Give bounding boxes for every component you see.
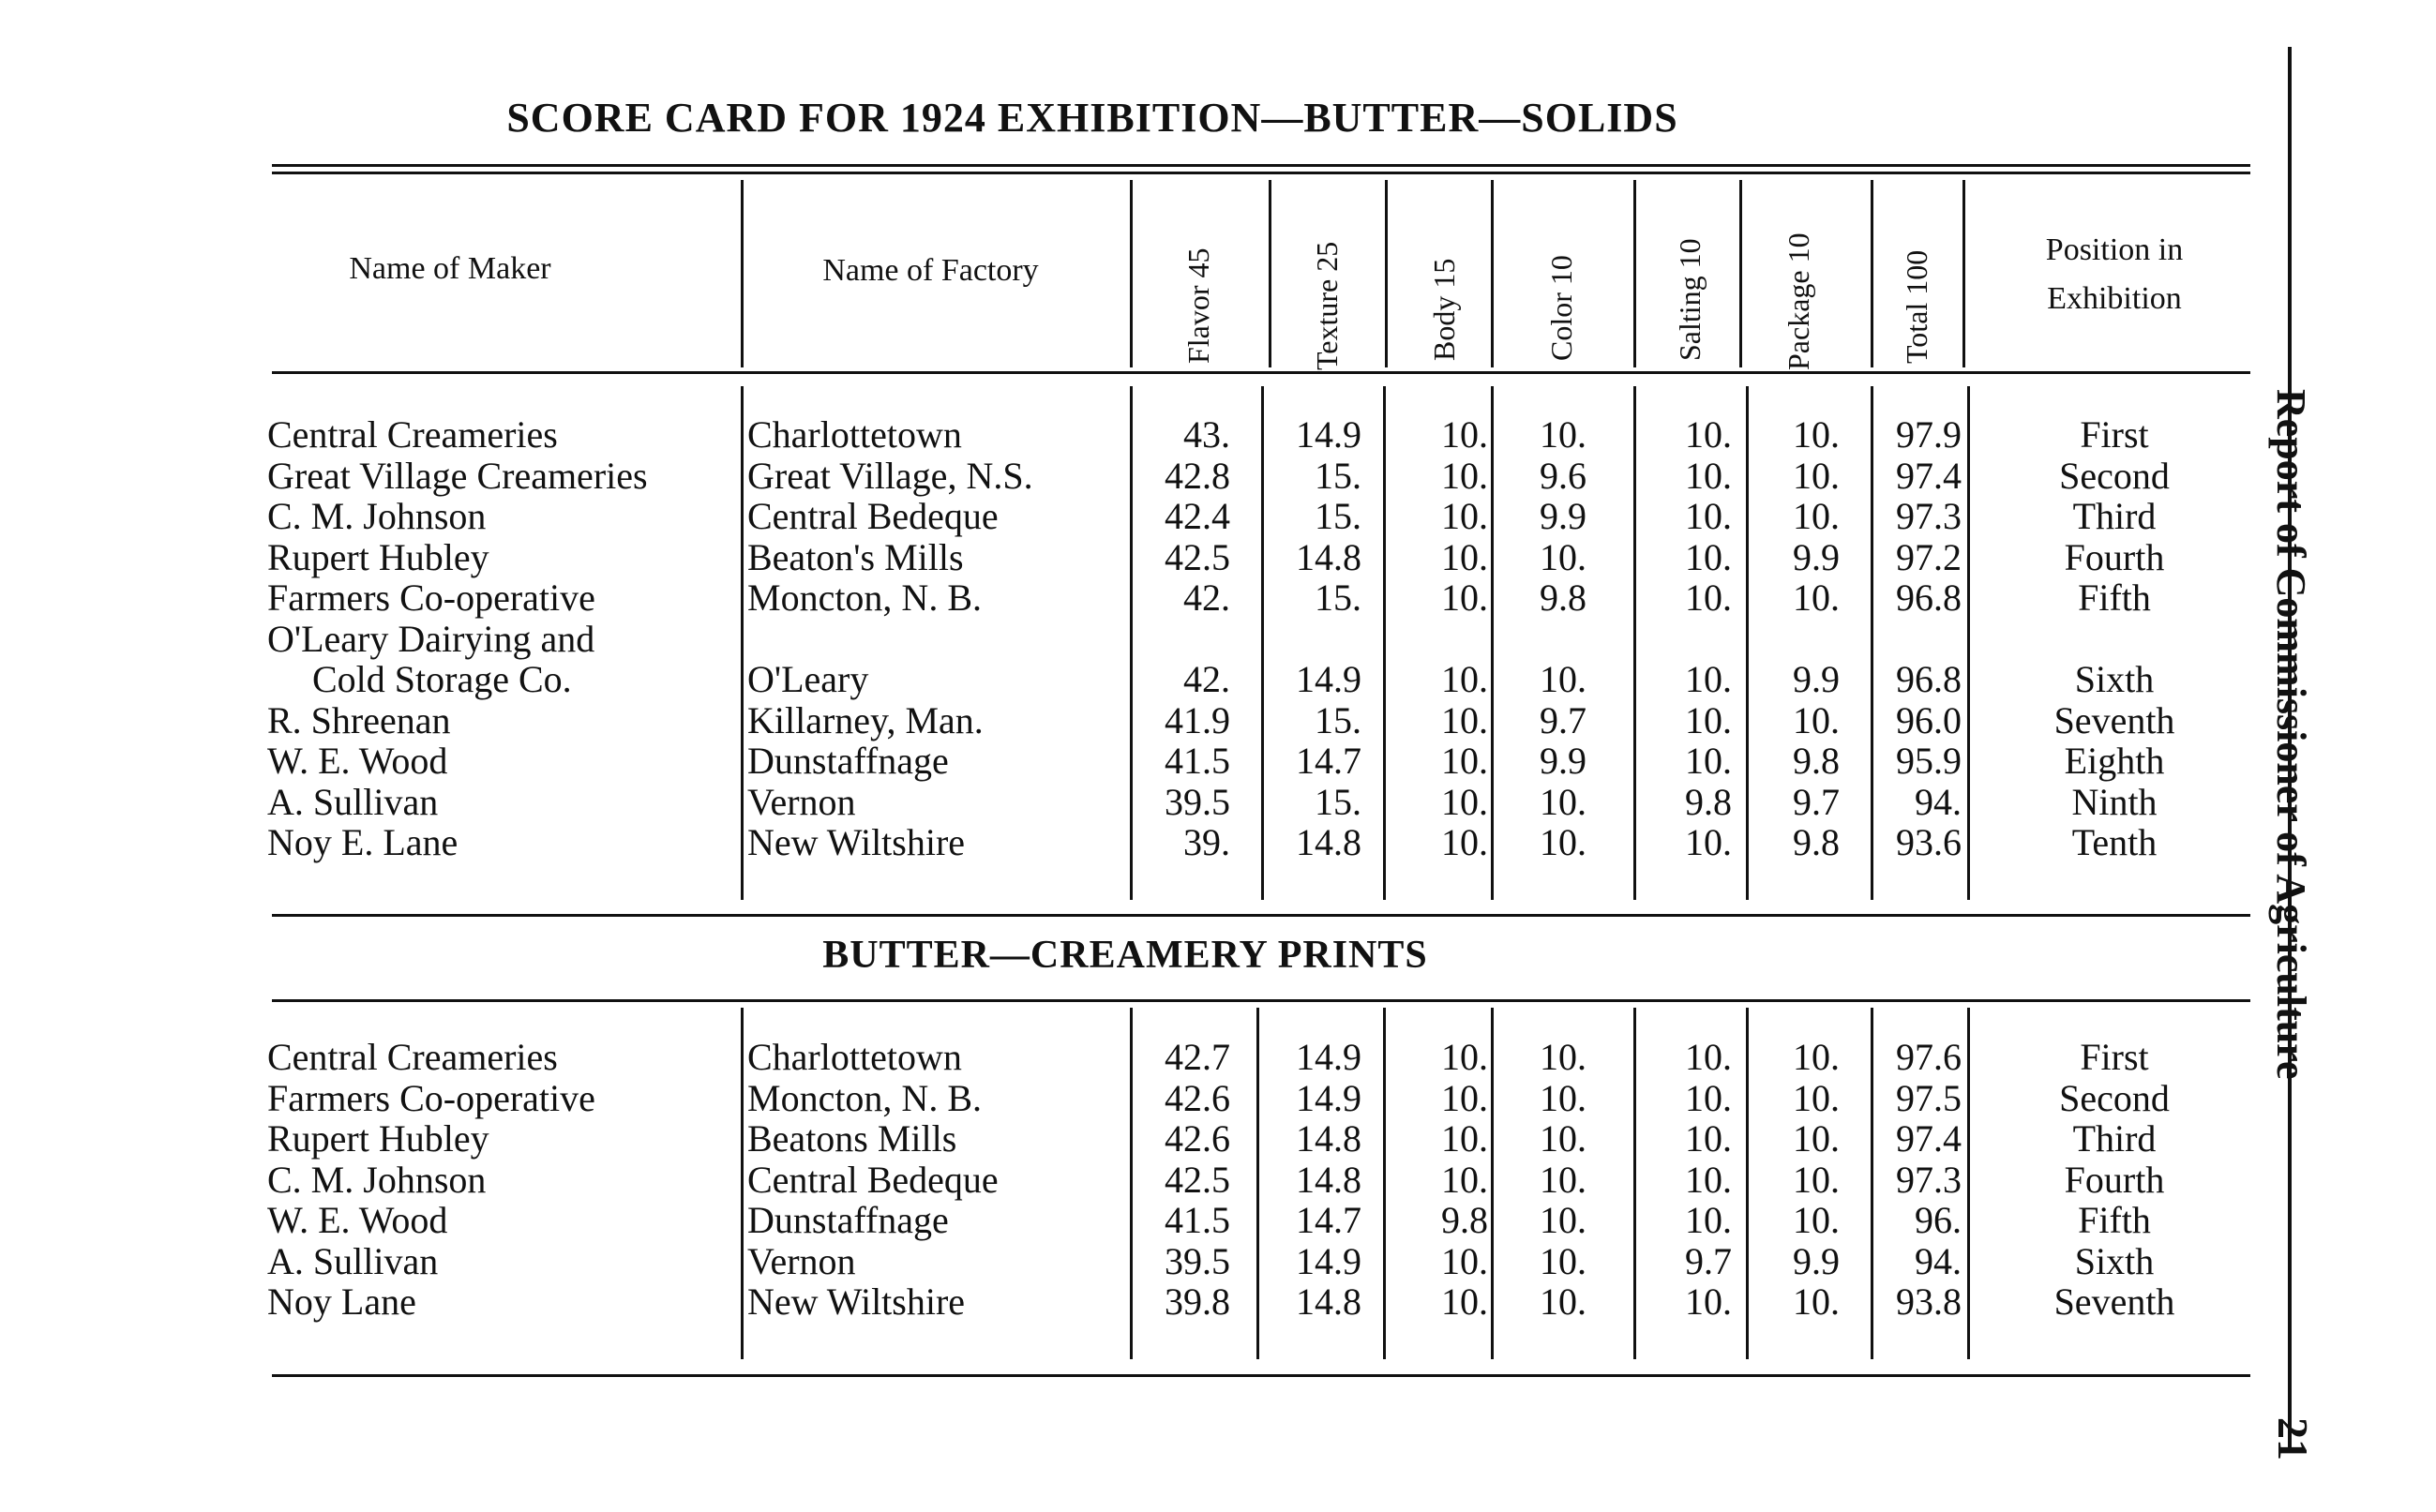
total-cell: 94. — [1915, 781, 1962, 823]
color-cell: 9.9 — [1540, 741, 1586, 782]
total-cell: 97.3 — [1896, 496, 1962, 537]
salting-cell: 10. — [1685, 1281, 1732, 1323]
flavor-cell: 39.8 — [1165, 1281, 1230, 1323]
header-top-rule-2 — [272, 172, 2250, 174]
total-cell: 96.0 — [1896, 699, 1962, 741]
factory-cell: Moncton, N. B. — [747, 577, 982, 619]
body-cell: 10. — [1441, 659, 1488, 700]
table-row — [0, 1160, 2436, 1201]
texture-cell: 14.9 — [1296, 1037, 1361, 1078]
flavor-cell: 41.9 — [1165, 699, 1230, 741]
table-row — [0, 741, 2436, 782]
package-cell: 10. — [1793, 699, 1840, 741]
package-cell: 10. — [1793, 1159, 1840, 1201]
factory-cell: Central Bedeque — [747, 496, 999, 537]
texture-cell: 14.8 — [1296, 1159, 1361, 1201]
section-divider-rule — [272, 914, 2250, 917]
maker-cell: O'Leary Dairying and — [267, 618, 595, 660]
factory-cell: Beatons Mills — [747, 1118, 957, 1160]
body-cell: 10. — [1441, 1159, 1488, 1201]
position-cell: Seventh — [2053, 1281, 2175, 1323]
salting-cell: 9.8 — [1685, 781, 1732, 823]
running-head: Report of Commissioner of Agriculture — [2268, 389, 2314, 1080]
header-flavor: Flavor 45 — [1181, 247, 1215, 364]
header-salting: Salting 10 — [1673, 238, 1707, 361]
texture-cell: 14.7 — [1296, 741, 1361, 782]
texture-cell: 15. — [1315, 781, 1361, 823]
maker-cell: Rupert Hubley — [267, 1118, 489, 1160]
factory-cell: O'Leary — [747, 659, 869, 700]
package-cell: 10. — [1793, 1037, 1840, 1078]
package-cell: 10. — [1793, 455, 1840, 497]
color-cell: 10. — [1540, 414, 1586, 456]
color-cell: 10. — [1540, 1077, 1586, 1119]
flavor-cell: 42.5 — [1165, 536, 1230, 578]
total-cell: 97.5 — [1896, 1077, 1962, 1119]
position-cell: Second — [2059, 455, 2170, 497]
header-divider — [1739, 180, 1742, 367]
header-bottom-rule — [272, 371, 2250, 374]
salting-cell: 10. — [1685, 414, 1732, 456]
package-cell: 9.7 — [1793, 781, 1840, 823]
position-cell: First — [2080, 414, 2149, 456]
position-cell: Second — [2059, 1077, 2170, 1119]
flavor-cell: 42.6 — [1165, 1118, 1230, 1160]
texture-cell: 15. — [1315, 699, 1361, 741]
header-divider — [1962, 180, 1965, 367]
table-row — [0, 782, 2436, 823]
texture-cell: 14.9 — [1296, 1077, 1361, 1119]
maker-cell: Farmers Co-operative — [267, 577, 595, 619]
total-cell: 96. — [1915, 1200, 1962, 1241]
position-cell: Fifth — [2078, 1200, 2151, 1241]
position-cell: Third — [2072, 1118, 2157, 1160]
header-divider — [741, 180, 744, 367]
salting-cell: 10. — [1685, 577, 1732, 619]
position-cell: Eighth — [2064, 741, 2165, 782]
maker-cell: Farmers Co-operative — [267, 1077, 595, 1119]
salting-cell: 10. — [1685, 536, 1732, 578]
total-cell: 97.4 — [1896, 455, 1962, 497]
salting-cell: 10. — [1685, 496, 1732, 537]
table-row — [0, 822, 2436, 863]
texture-cell: 14.7 — [1296, 1200, 1361, 1241]
flavor-cell: 39. — [1183, 822, 1230, 863]
position-cell: Ninth — [2071, 781, 2158, 823]
body-cell: 10. — [1441, 414, 1488, 456]
maker-cell: Rupert Hubley — [267, 536, 489, 578]
total-cell: 97.4 — [1896, 1118, 1962, 1160]
maker-cell: W. E. Wood — [267, 1200, 448, 1241]
package-cell: 10. — [1793, 496, 1840, 537]
texture-cell: 14.8 — [1296, 1281, 1361, 1323]
position-cell: Seventh — [2053, 699, 2175, 741]
package-cell: 10. — [1793, 1077, 1840, 1119]
color-cell: 10. — [1540, 1200, 1586, 1241]
table-row — [0, 1078, 2436, 1119]
header-maker: Name of Maker — [349, 251, 551, 286]
body-cell: 10. — [1441, 1077, 1488, 1119]
flavor-cell: 41.5 — [1165, 1200, 1230, 1241]
body-cell: 10. — [1441, 1281, 1488, 1323]
factory-cell: Vernon — [747, 1240, 856, 1282]
color-cell: 10. — [1540, 1281, 1586, 1323]
maker-cell: A. Sullivan — [267, 1240, 439, 1282]
header-position-line2: Exhibition — [2047, 281, 2182, 316]
salting-cell: 10. — [1685, 1037, 1732, 1078]
table-row — [0, 414, 2436, 456]
total-cell: 97.3 — [1896, 1159, 1962, 1201]
table-row — [0, 619, 2436, 660]
flavor-cell: 42.6 — [1165, 1077, 1230, 1119]
table-row — [0, 456, 2436, 497]
salting-cell: 10. — [1685, 822, 1732, 863]
table-row — [0, 1118, 2436, 1160]
flavor-cell: 39.5 — [1165, 781, 1230, 823]
factory-cell: New Wiltshire — [747, 1281, 966, 1323]
texture-cell: 14.9 — [1296, 1240, 1361, 1282]
package-cell: 9.8 — [1793, 822, 1840, 863]
texture-cell: 14.9 — [1296, 414, 1361, 456]
maker-cell: W. E. Wood — [267, 741, 448, 782]
table-row — [0, 1281, 2436, 1323]
color-cell: 10. — [1540, 1118, 1586, 1160]
total-cell: 97.9 — [1896, 414, 1962, 456]
factory-cell: Vernon — [747, 781, 856, 823]
page-title: SCORE CARD FOR 1924 EXHIBITION—BUTTER—SOLIDS — [506, 95, 1678, 141]
color-cell: 10. — [1540, 536, 1586, 578]
body-cell: 10. — [1441, 455, 1488, 497]
package-cell: 9.9 — [1793, 1240, 1840, 1282]
color-cell: 9.9 — [1540, 496, 1586, 537]
package-cell: 10. — [1793, 577, 1840, 619]
total-cell: 97.6 — [1896, 1037, 1962, 1078]
flavor-cell: 41.5 — [1165, 741, 1230, 782]
position-cell: Fourth — [2064, 536, 2165, 578]
flavor-cell: 42.4 — [1165, 496, 1230, 537]
maker-cell: C. M. Johnson — [267, 496, 487, 537]
header-position-line1: Position in — [2045, 232, 2184, 267]
factory-cell: Dunstaffnage — [747, 741, 949, 782]
flavor-cell: 42.5 — [1165, 1159, 1230, 1201]
color-cell: 10. — [1540, 659, 1586, 700]
table-row — [0, 577, 2436, 619]
factory-cell: Beaton's Mills — [747, 536, 964, 578]
factory-cell: New Wiltshire — [747, 822, 966, 863]
total-cell: 95.9 — [1896, 741, 1962, 782]
color-cell: 10. — [1540, 822, 1586, 863]
position-cell: Sixth — [2074, 1240, 2155, 1282]
texture-cell: 15. — [1315, 496, 1361, 537]
header-body: Body 15 — [1427, 258, 1461, 361]
salting-cell: 10. — [1685, 455, 1732, 497]
header-color: Color 10 — [1544, 255, 1578, 361]
maker-cell: Noy Lane — [267, 1281, 416, 1323]
package-cell: 9.9 — [1793, 536, 1840, 578]
package-cell: 9.8 — [1793, 741, 1840, 782]
package-cell: 10. — [1793, 1118, 1840, 1160]
flavor-cell: 39.5 — [1165, 1240, 1230, 1282]
maker-cell: Noy E. Lane — [267, 822, 459, 863]
salting-cell: 10. — [1685, 1159, 1732, 1201]
table-row — [0, 1241, 2436, 1282]
total-cell: 93.6 — [1896, 822, 1962, 863]
package-cell: 10. — [1793, 414, 1840, 456]
total-cell: 96.8 — [1896, 577, 1962, 619]
color-cell: 10. — [1540, 781, 1586, 823]
flavor-cell: 42.7 — [1165, 1037, 1230, 1078]
package-cell: 9.9 — [1793, 659, 1840, 700]
header-texture: Texture 25 — [1310, 241, 1344, 370]
maker-cell: Central Creameries — [267, 1037, 558, 1078]
section-title-prints: BUTTER—CREAMERY PRINTS — [822, 934, 1428, 977]
total-cell: 97.2 — [1896, 536, 1962, 578]
body-cell: 10. — [1441, 741, 1488, 782]
factory-cell: Central Bedeque — [747, 1159, 999, 1201]
table-row — [0, 659, 2436, 700]
position-cell: Tenth — [2071, 822, 2158, 863]
maker-cell: C. M. Johnson — [267, 1159, 487, 1201]
total-cell: 96.8 — [1896, 659, 1962, 700]
maker-cell: A. Sullivan — [267, 781, 439, 823]
table-row — [0, 700, 2436, 741]
table-row — [0, 537, 2436, 578]
body-cell: 10. — [1441, 496, 1488, 537]
header-divider — [1491, 180, 1494, 367]
header-package: Package 10 — [1782, 232, 1815, 370]
texture-cell: 14.8 — [1296, 1118, 1361, 1160]
texture-cell: 15. — [1315, 577, 1361, 619]
color-cell: 9.7 — [1540, 699, 1586, 741]
table-row — [0, 1200, 2436, 1241]
header-factory: Name of Factory — [822, 253, 1039, 288]
header-divider — [1269, 180, 1271, 367]
factory-cell: Killarney, Man. — [747, 699, 984, 741]
factory-cell: Charlottetown — [747, 414, 962, 456]
salting-cell: 10. — [1685, 741, 1732, 782]
body-cell: 10. — [1441, 699, 1488, 741]
total-cell: 93.8 — [1896, 1281, 1962, 1323]
position-cell: Third — [2072, 496, 2157, 537]
color-cell: 10. — [1540, 1240, 1586, 1282]
factory-cell: Great Village, N.S. — [747, 455, 1033, 497]
color-cell: 9.8 — [1540, 577, 1586, 619]
flavor-cell: 42. — [1183, 659, 1230, 700]
body-cell: 10. — [1441, 1240, 1488, 1282]
salting-cell: 9.7 — [1685, 1240, 1732, 1282]
factory-cell: Moncton, N. B. — [747, 1077, 982, 1119]
salting-cell: 10. — [1685, 1077, 1732, 1119]
maker-cell: Great Village Creameries — [267, 455, 648, 497]
color-cell: 10. — [1540, 1037, 1586, 1078]
salting-cell: 10. — [1685, 1200, 1732, 1241]
flavor-cell: 42. — [1183, 577, 1230, 619]
flavor-cell: 43. — [1183, 414, 1230, 456]
factory-cell: Charlottetown — [747, 1037, 962, 1078]
salting-cell: 10. — [1685, 1118, 1732, 1160]
table-row — [0, 496, 2436, 537]
texture-cell: 15. — [1315, 455, 1361, 497]
salting-cell: 10. — [1685, 699, 1732, 741]
maker-cell: Cold Storage Co. — [312, 659, 572, 700]
texture-cell: 14.8 — [1296, 822, 1361, 863]
texture-cell: 14.8 — [1296, 536, 1361, 578]
position-cell: Fourth — [2064, 1159, 2165, 1201]
salting-cell: 10. — [1685, 659, 1732, 700]
body-cell: 10. — [1441, 1037, 1488, 1078]
page-number: 21 — [2269, 1417, 2317, 1460]
header-divider — [1130, 180, 1133, 367]
texture-cell: 14.9 — [1296, 659, 1361, 700]
position-cell: First — [2080, 1037, 2149, 1078]
package-cell: 10. — [1793, 1200, 1840, 1241]
header-divider — [1385, 180, 1388, 367]
flavor-cell: 42.8 — [1165, 455, 1230, 497]
total-cell: 94. — [1915, 1240, 1962, 1282]
header-divider — [1633, 180, 1636, 367]
body-cell: 10. — [1441, 822, 1488, 863]
maker-cell: Central Creameries — [267, 414, 558, 456]
body-cell: 10. — [1441, 1118, 1488, 1160]
position-cell: Sixth — [2074, 659, 2155, 700]
header-total: Total 100 — [1900, 249, 1933, 364]
color-cell: 10. — [1540, 1159, 1586, 1201]
color-cell: 9.6 — [1540, 455, 1586, 497]
position-cell: Fifth — [2078, 577, 2151, 619]
body-cell: 10. — [1441, 781, 1488, 823]
maker-cell: R. Shreenan — [267, 699, 451, 741]
header-divider — [1871, 180, 1873, 367]
package-cell: 10. — [1793, 1281, 1840, 1323]
factory-cell: Dunstaffnage — [747, 1200, 949, 1241]
table-row — [0, 1037, 2436, 1078]
section-title-rule — [272, 999, 2250, 1002]
body-cell: 10. — [1441, 536, 1488, 578]
header-top-rule — [272, 164, 2250, 167]
table-bottom-rule — [272, 1374, 2250, 1377]
body-cell: 9.8 — [1441, 1200, 1488, 1241]
body-cell: 10. — [1441, 577, 1488, 619]
